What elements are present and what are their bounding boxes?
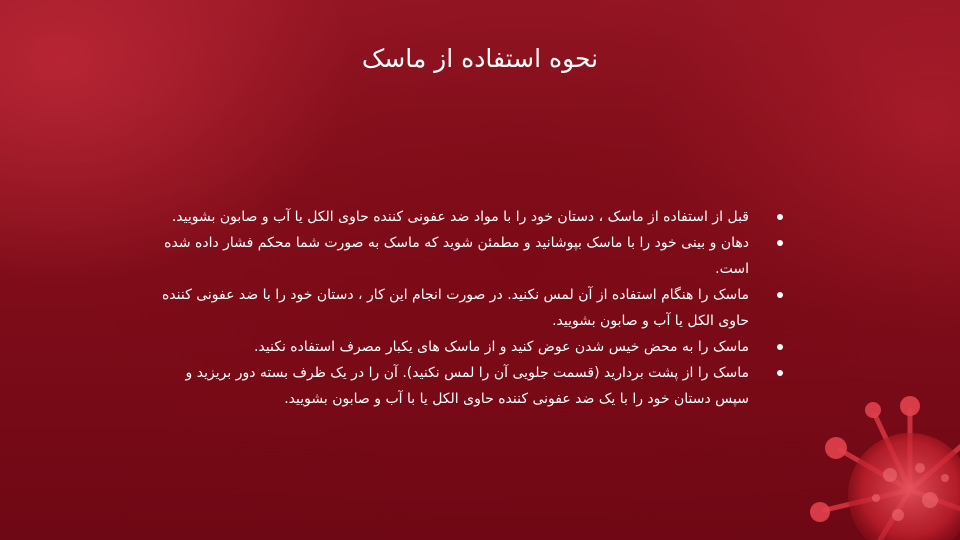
bullet-icon (777, 214, 783, 220)
list-item (160, 204, 795, 230)
coronavirus-icon (780, 370, 960, 540)
bullet-text: ماسک را هنگام استفاده از آن لمس نکنید. در صورت انجام این کار ، دستان خود را با ضد عفونی کننده حاوی الکل یا آب و صابون بشویید. (161, 287, 749, 329)
bullet-icon (777, 292, 783, 298)
bullet-text: قبل از استفاده از ماسک ، دستان خود را با مواد ضد عفونی کننده حاوی الکل یا آب و صابون بشویید. (171, 209, 749, 225)
bullet-text: دهان و بینی خود را با ماسک بپوشانید و مطمئن شوید که ماسک به صورت شما محکم فشار داده شده است. (164, 235, 749, 277)
slide-title: نحوه استفاده از ماسک (361, 44, 599, 73)
bullet-icon (777, 240, 783, 246)
bullet-text: ماسک را از پشت بردارید (قسمت جلویی آن را لمس نکنید). آن را در یک ظرف بسته دور بریزید و سپس دستان خود را با یک ضد عفونی کننده حاوی الکل یا با آب و صابون بشویید. (185, 365, 749, 407)
list-item (160, 230, 795, 282)
bullet-icon (777, 370, 783, 376)
bullet-list (160, 204, 795, 412)
list-item (160, 282, 795, 334)
bullet-icon (777, 344, 783, 350)
bullet-text: ماسک را به محض خیس شدن عوض کنید و از ماسک های یکبار مصرف استفاده نکنید. (253, 339, 749, 355)
list-item (160, 334, 795, 360)
list-item (160, 360, 795, 412)
